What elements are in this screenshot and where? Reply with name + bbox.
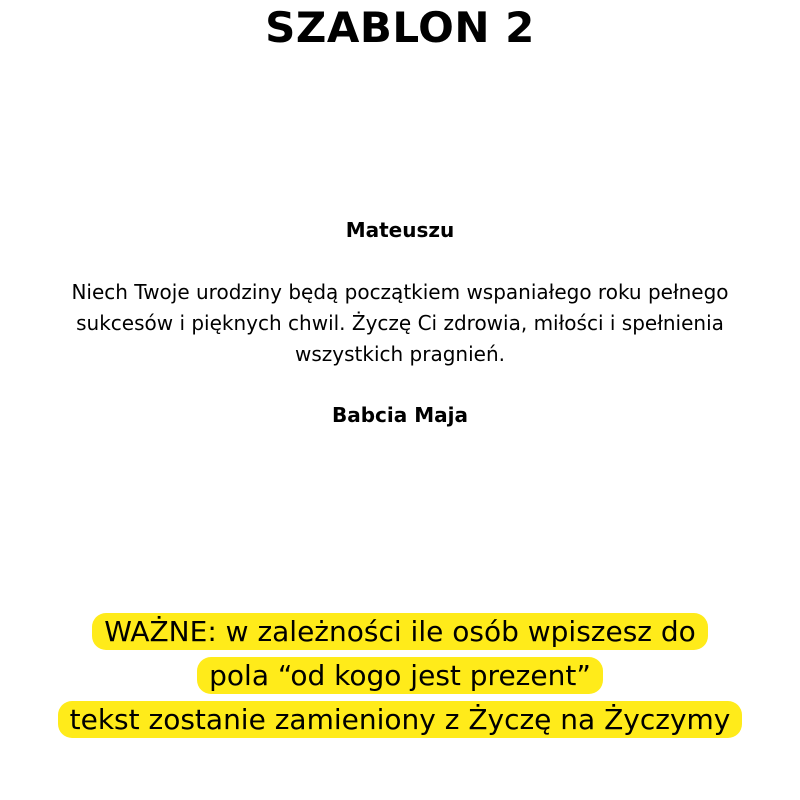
recipient-name: Mateuszu — [345, 218, 455, 242]
important-notice — [30, 610, 770, 742]
signature: Babcia Maja — [332, 403, 468, 427]
notice-line-3: tekst zostanie zamieniony z Życzę na Życzymy — [69, 703, 731, 736]
greeting-message: Niech Twoje urodziny będą początkiem wspaniałego roku pełnego sukcesów i pięknych chwil. Życzę Ci zdrowia, miłości i spełnienia wszystkich pragnień. — [71, 280, 729, 366]
page-title: SZABLON 2 — [265, 3, 535, 52]
notice-line-2: pola “od kogo jest prezent” — [209, 659, 591, 692]
greeting-card-text — [40, 215, 760, 430]
notice-line-1: WAŻNE: w zależności ile osób wpiszesz do — [104, 615, 696, 648]
notice-highlight — [58, 613, 743, 738]
